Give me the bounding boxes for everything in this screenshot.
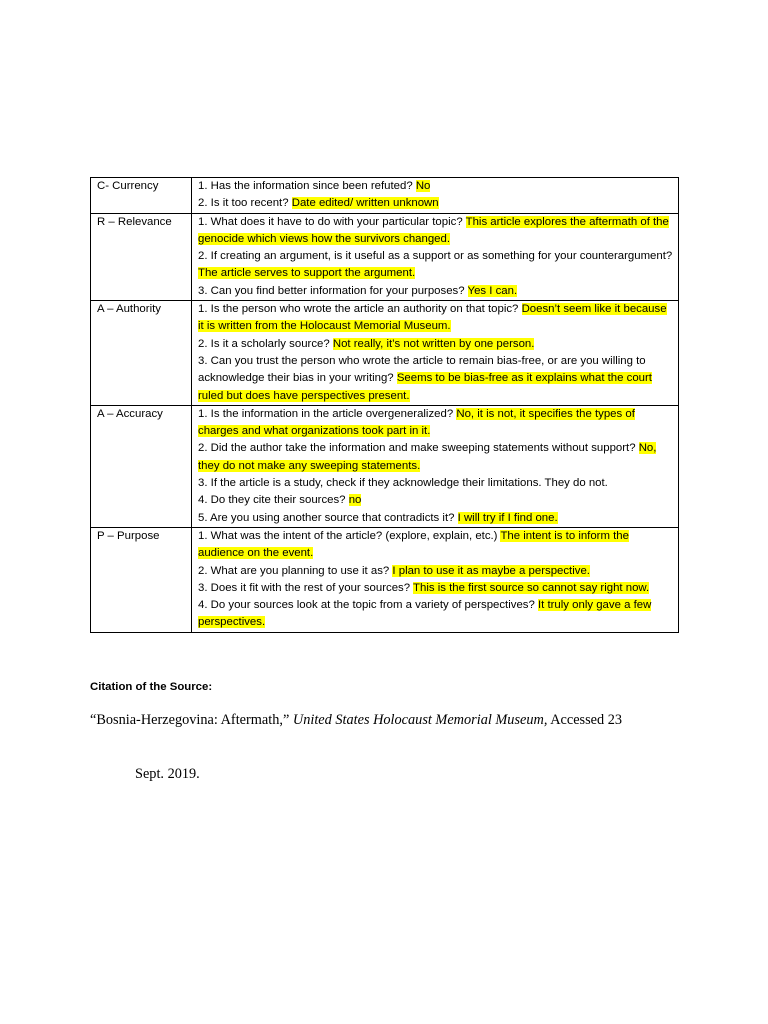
list-item: 3. If the article is a study, check if they acknowledge their limitations. They do not.: [198, 477, 608, 490]
highlighted-answer: No, they do not make any sweeping statements.: [198, 442, 657, 472]
citation-publisher: United States Holocaust Memorial Museum,: [292, 712, 548, 728]
list-item: 3. Does it fit with the rest of your sources? This is the first source so cannot say right now.: [198, 581, 650, 594]
highlighted-answer: I will try if I find one.: [457, 511, 558, 524]
list-item: 3. Can you find better information for your purposes? Yes I can.: [198, 284, 518, 297]
citation-heading: Citation of the Source:: [90, 681, 213, 693]
row-content: [192, 301, 679, 406]
highlighted-answer: Doesn’t seem like it because it is written from the Holocaust Memorial Museum.: [198, 303, 667, 333]
table-row: [91, 213, 679, 300]
highlighted-answer: The article serves to support the argument.: [198, 267, 416, 280]
table-row: [91, 527, 679, 632]
list-item: 4. Do your sources look at the topic from a variety of perspectives? It truly only gave a few perspectives.: [198, 599, 652, 629]
table-row: [91, 178, 679, 214]
highlighted-answer: It truly only gave a few perspectives.: [198, 599, 652, 629]
highlighted-answer: No: [415, 180, 431, 192]
row-label: C- Currency: [91, 178, 192, 214]
list-item: 2. Is it too recent? Date edited/ written unknown: [198, 197, 439, 210]
table-row: [91, 301, 679, 406]
row-label: A – Authority: [91, 301, 192, 406]
table-row: [91, 405, 679, 527]
list-item: 1. Is the information in the article overgeneralized? No, it is not, it specifies the types of charges and what organizations took part in it.: [198, 407, 635, 438]
row-content: [192, 527, 679, 632]
list-item: 1. What was the intent of the article? (explore, explain, etc.) The intent is to inform the audience on the event.: [198, 529, 629, 560]
craap-evaluation-table: [90, 177, 679, 633]
highlighted-answer: The intent is to inform the audience on the event.: [198, 529, 629, 560]
list-item: 2. Is it a scholarly source? Not really, it’s not written by one person.: [198, 337, 535, 350]
highlighted-answer: This is the first source so cannot say right now.: [413, 581, 650, 594]
citation-title: “Bosnia-Herzegovina: Aftermath,”: [90, 712, 290, 728]
citation-first-line: [90, 712, 622, 728]
highlighted-answer: Not really, it’s not written by one person.: [332, 337, 535, 350]
highlighted-answer: This article explores the aftermath of the genocide which views how the survivors changed.: [198, 215, 669, 245]
highlighted-answer: Date edited/ written unknown: [291, 197, 439, 210]
highlighted-answer: Yes I can.: [467, 284, 518, 297]
list-item: 4. Do they cite their sources? no: [198, 494, 362, 507]
list-item: 2. If creating an argument, is it useful as a support or as something for your counterargument? The article serves to support the argument.: [198, 250, 673, 280]
row-content: [192, 178, 679, 214]
row-label: P – Purpose: [91, 527, 192, 632]
list-item: 1. Is the person who wrote the article an authority on that topic? Doesn’t seem like it because it is written from the Holocaust Memorial Museum.: [198, 303, 667, 333]
highlighted-answer: no: [348, 494, 362, 507]
highlighted-answer: No, it is not, it specifies the types of charges and what organizations took part in it.: [198, 407, 635, 438]
row-content: [192, 213, 679, 300]
row-label: R – Relevance: [91, 213, 192, 300]
citation-date: Sept. 2019.: [135, 766, 200, 782]
list-item: 1. Has the information since been refuted? No: [198, 180, 431, 192]
row-content: [192, 405, 679, 527]
list-item: 5. Are you using another source that contradicts it? I will try if I find one.: [198, 511, 558, 524]
citation-accessed: Accessed 23: [547, 712, 623, 728]
list-item: 1. What does it have to do with your particular topic? This article explores the aftermath of the genocide which views how the survivors changed.: [198, 215, 669, 245]
list-item: 2. Did the author take the information and make sweeping statements without support? No, they do not make any sweeping statements.: [198, 442, 657, 472]
highlighted-answer: Seems to be bias-free as it explains what the court ruled but does have perspectives present.: [198, 372, 652, 402]
list-item: 3. Can you trust the person who wrote the article to remain bias-free, or are you willing to acknowledge their bias in your writing? Seems to be bias-free as it explains what the court ruled but does have perspectives present.: [198, 354, 652, 402]
citation-entry: [90, 712, 690, 782]
list-item: 2. What are you planning to use it as? I plan to use it as maybe a perspective.: [198, 564, 590, 577]
highlighted-answer: I plan to use it as maybe a perspective.: [392, 564, 590, 577]
row-label: A – Accuracy: [91, 405, 192, 527]
